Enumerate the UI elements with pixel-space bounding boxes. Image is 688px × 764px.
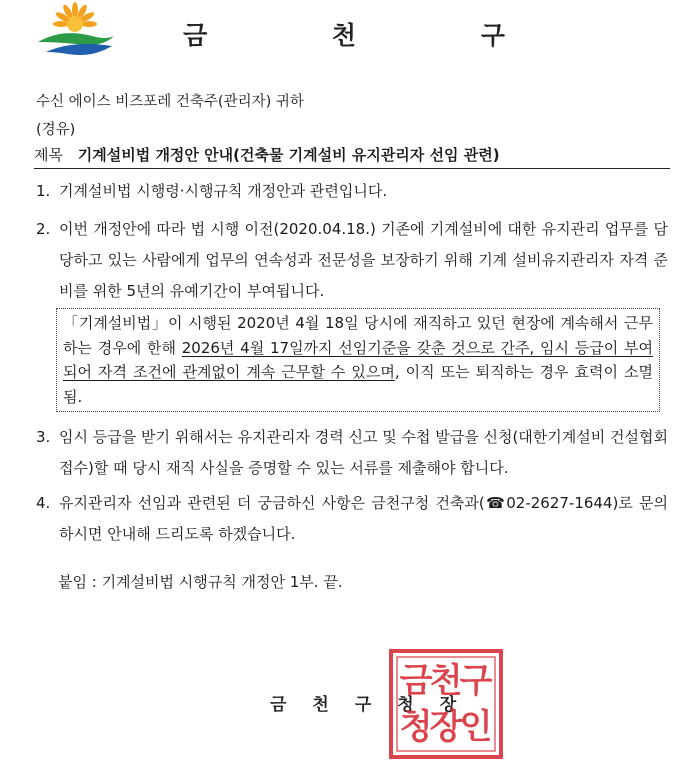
item-number: 3. bbox=[36, 428, 51, 446]
header-org-name: 금 천 구 bbox=[183, 21, 563, 50]
attachment-line: 붙임 : 기계설비법 시행규칙 개정안 1부. 끝. bbox=[58, 573, 343, 591]
item-3 bbox=[36, 422, 668, 484]
item-number: 1. bbox=[36, 182, 51, 200]
item-number: 2. bbox=[36, 220, 51, 238]
sender-name: 금천구청장 bbox=[270, 695, 483, 715]
note-text-underlined: 2026년 4월 17일까지 선임기준을 갖춘 것으로 간주, 임시 등급이 부여되어 자격 조건에 관계없이 계속 근무할 수 있으며 bbox=[63, 338, 653, 381]
recipient-line: 수신 에이스 비즈포레 건축주(관리자) 귀하 bbox=[36, 94, 304, 110]
svg-text:청: 청 bbox=[399, 707, 433, 747]
svg-text:장: 장 bbox=[429, 707, 463, 747]
svg-text:인: 인 bbox=[459, 707, 493, 747]
subject-label: 제목 bbox=[34, 146, 63, 164]
svg-text:구: 구 bbox=[459, 661, 493, 701]
item-2 bbox=[36, 214, 668, 307]
item-1 bbox=[36, 176, 668, 207]
note-text-part1: 「기계설비법」이 시행된 2020년 4월 18일 당시에 재직하고 있던 현장에 계속해서 근무하는 경우에 한해 bbox=[63, 314, 653, 357]
note-text-part2: , 이직 또는 퇴직하는 경우 효력이 소멸됨. bbox=[63, 363, 653, 406]
item-text: 유지관리자 선임과 관련된 더 궁금하신 사항은 금천구청 건축과(☎02-2627-1644)로 문의하시면 안내해 드리도록 하겠습니다. bbox=[59, 494, 668, 543]
item-number: 4. bbox=[36, 494, 51, 512]
svg-text:천: 천 bbox=[429, 661, 463, 701]
item-text: 이번 개정안에 따라 법 시행 이전(2020.04.18.) 기존에 기계설비에 대한 유지관리 업무를 담당하고 있는 사람에게 업무의 연속성과 전문성을 보장하기 위해 기계 설비유지관리자 자격 준비를 위한 5년의 유예기간이 부여됩니다. bbox=[59, 220, 668, 300]
item-text: 기계설비법 시행령·시행규칙 개정안과 관련입니다. bbox=[59, 182, 388, 200]
subject-row bbox=[34, 144, 670, 169]
official-seal-icon bbox=[388, 648, 504, 760]
via-line: (경유) bbox=[36, 122, 76, 138]
svg-text:금: 금 bbox=[399, 661, 433, 701]
item-text: 임시 등급을 받기 위해서는 유지관리자 경력 신고 및 수첩 발급을 신청(대한기계설비 건설협회 접수)할 때 당시 재직 사실을 증명할 수 있는 서류를 제출해야 합니다. bbox=[59, 428, 668, 477]
note-box bbox=[56, 308, 660, 412]
subject-text: 기계설비법 개정안 안내(건축물 기계설비 유지관리자 선임 관련) bbox=[77, 146, 500, 164]
item-4 bbox=[36, 488, 668, 550]
